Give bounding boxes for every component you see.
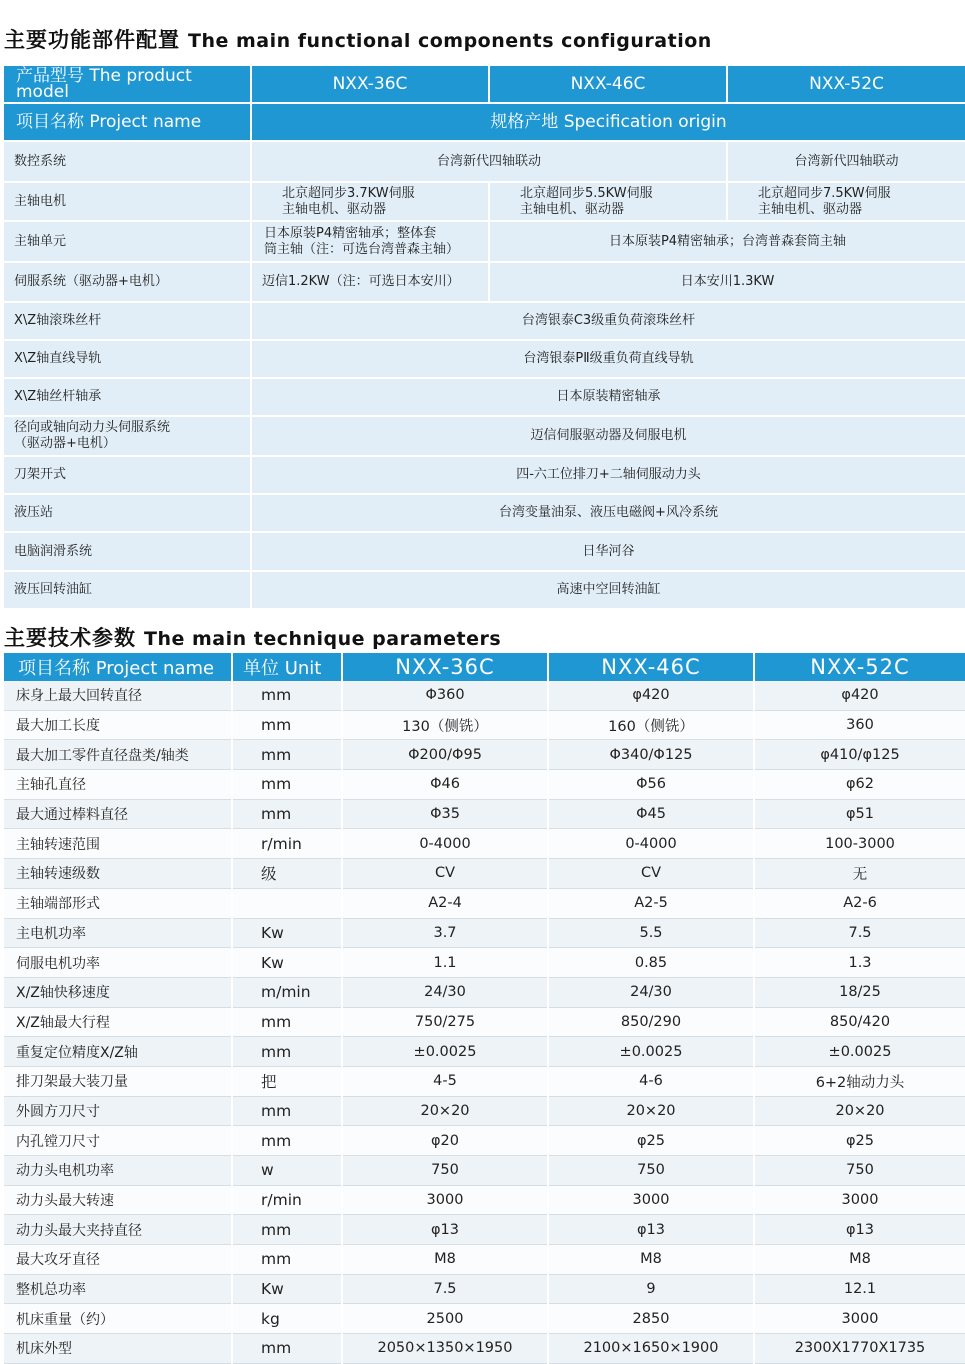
param-unit: mm <box>233 711 341 741</box>
model-52c: NXX-52C <box>728 66 965 102</box>
tech-title-zh: 主要技术参数 <box>4 626 136 650</box>
param-36c: φ13 <box>343 1215 547 1245</box>
param-46c: CV <box>549 859 753 889</box>
param-unit: Kw <box>233 948 341 978</box>
param-52c: 1.3 <box>755 948 965 978</box>
param-unit: mm <box>233 1245 341 1275</box>
param-unit: m/min <box>233 978 341 1008</box>
param-52c: 无 <box>755 859 965 889</box>
param-36c: Φ360 <box>343 681 547 711</box>
tech-row <box>4 1334 965 1364</box>
param-46c: Φ340/Φ125 <box>549 740 753 770</box>
param-46c: 5.5 <box>549 919 753 949</box>
config-row-spindle-motor <box>4 183 965 220</box>
param-52c: 2300X1770X1735 <box>755 1334 965 1364</box>
param-name: 最大加工零件直径盘类/轴类 <box>4 740 231 770</box>
config-row-spindle-unit <box>4 222 965 261</box>
config-row-lube <box>4 533 965 570</box>
param-36c: 24/30 <box>343 978 547 1008</box>
param-unit: w <box>233 1156 341 1186</box>
tech-header-52c: NXX-52C <box>755 653 965 681</box>
config-row-label: 主轴单元 <box>4 222 250 261</box>
param-unit: r/min <box>233 829 341 859</box>
config-row-label: X\Z轴滚珠丝杆 <box>4 303 250 339</box>
config-row-label: 电脑润滑系统 <box>4 533 250 570</box>
tech-header-46c: NXX-46C <box>549 653 753 681</box>
param-name: 动力头电机功率 <box>4 1156 231 1186</box>
tech-row <box>4 859 965 889</box>
config-row-label: 主轴电机 <box>4 183 250 220</box>
config-row-label: X\Z轴直线导轨 <box>4 341 250 377</box>
param-unit: mm <box>233 1037 341 1067</box>
model-36c: NXX-36C <box>252 66 488 102</box>
config-cell: 迈信伺服驱动器及伺服电机 <box>252 417 965 455</box>
spec-label: 规格产地 Specification origin <box>252 104 965 140</box>
config-row-label: 刀架开式 <box>4 457 250 493</box>
param-52c: φ420 <box>755 681 965 711</box>
param-46c: Φ56 <box>549 770 753 800</box>
param-unit: kg <box>233 1304 341 1334</box>
model-46c: NXX-46C <box>490 66 726 102</box>
param-52c: M8 <box>755 1245 965 1275</box>
config-row-screw-bearing <box>4 379 965 415</box>
tech-row <box>4 1215 965 1245</box>
param-name: 内孔镗刀尺寸 <box>4 1126 231 1156</box>
param-52c: 100-3000 <box>755 829 965 859</box>
param-52c: 360 <box>755 711 965 741</box>
config-cell: 日本安川1.3KW <box>490 263 965 301</box>
tech-header-project: 项目名称 Project name <box>4 653 231 681</box>
tech-row <box>4 740 965 770</box>
param-46c: 2100×1650×1900 <box>549 1334 753 1364</box>
config-row-label: 数控系统 <box>4 142 250 181</box>
param-unit: r/min <box>233 1186 341 1216</box>
tech-row <box>4 1037 965 1067</box>
param-52c: φ13 <box>755 1215 965 1245</box>
param-46c: 9 <box>549 1275 753 1305</box>
param-unit: mm <box>233 681 341 711</box>
param-unit: Kw <box>233 919 341 949</box>
config-row-turret <box>4 457 965 493</box>
param-name: 主轴孔直径 <box>4 770 231 800</box>
param-unit: 级 <box>233 859 341 889</box>
param-52c: 750 <box>755 1156 965 1186</box>
param-unit: mm <box>233 740 341 770</box>
param-52c: ±0.0025 <box>755 1037 965 1067</box>
config-cell: 四-六工位排刀+二轴伺服动力头 <box>252 457 965 493</box>
config-cell: 台湾新代四轴联动 <box>252 142 726 181</box>
config-cell: 迈信1.2KW（注：可选日本安川） <box>252 263 488 301</box>
config-row-label: X\Z轴丝杆轴承 <box>4 379 250 415</box>
param-36c: 2050×1350×1950 <box>343 1334 547 1364</box>
tech-row <box>4 800 965 830</box>
tech-header-36c: NXX-36C <box>343 653 547 681</box>
param-46c: φ420 <box>549 681 753 711</box>
param-name: 主轴转速范围 <box>4 829 231 859</box>
param-36c: ±0.0025 <box>343 1037 547 1067</box>
param-46c: 24/30 <box>549 978 753 1008</box>
config-title-en: The main functional components configuration <box>188 30 712 52</box>
config-cell: 北京超同步3.7KW伺服 主轴电机、驱动器 <box>252 183 488 220</box>
config-cell: 台湾新代四轴联动 <box>728 142 965 181</box>
tech-header-unit: 单位 Unit <box>233 653 341 681</box>
param-36c: 130（侧铣） <box>343 711 547 741</box>
param-name: 整机总功率 <box>4 1275 231 1305</box>
config-row-linear-guide <box>4 341 965 377</box>
config-table <box>2 64 965 610</box>
config-title-zh: 主要功能部件配置 <box>4 28 180 52</box>
param-46c: 0.85 <box>549 948 753 978</box>
param-name: 主电机功率 <box>4 919 231 949</box>
param-unit: 把 <box>233 1067 341 1097</box>
config-cell: 北京超同步7.5KW伺服 主轴电机、驱动器 <box>728 183 965 220</box>
param-name: 最大通过棒料直径 <box>4 800 231 830</box>
param-36c: Φ200/Φ95 <box>343 740 547 770</box>
param-46c: φ13 <box>549 1215 753 1245</box>
config-cell: 日本原装P4精密轴承；整体套 筒主轴（注：可选台湾普森主轴） <box>252 222 488 261</box>
model-label: 产品型号 The product model <box>4 66 250 102</box>
param-unit: mm <box>233 1008 341 1038</box>
tech-row <box>4 1304 965 1334</box>
param-46c: φ25 <box>549 1126 753 1156</box>
tech-body <box>4 681 965 1364</box>
config-cell: 北京超同步5.5KW伺服 主轴电机、驱动器 <box>490 183 726 220</box>
param-name: 排刀架最大装刀量 <box>4 1067 231 1097</box>
param-52c: φ51 <box>755 800 965 830</box>
param-36c: 20×20 <box>343 1097 547 1127</box>
tech-params-table <box>2 653 965 1364</box>
config-row-label: 径向或轴向动力头伺服系统 （驱动器+电机） <box>4 417 250 455</box>
param-unit: mm <box>233 1215 341 1245</box>
param-name: 动力头最大夹持直径 <box>4 1215 231 1245</box>
param-36c: Φ35 <box>343 800 547 830</box>
tech-row <box>4 1156 965 1186</box>
param-52c: 3000 <box>755 1186 965 1216</box>
param-36c: 2500 <box>343 1304 547 1334</box>
tech-row <box>4 1275 965 1305</box>
param-name: 动力头最大转速 <box>4 1186 231 1216</box>
param-36c: 750/275 <box>343 1008 547 1038</box>
param-46c: 2850 <box>549 1304 753 1334</box>
param-unit: Kw <box>233 1275 341 1305</box>
tech-row <box>4 681 965 711</box>
param-46c: Φ45 <box>549 800 753 830</box>
param-36c: 4-5 <box>343 1067 547 1097</box>
param-46c: 850/290 <box>549 1008 753 1038</box>
param-name: X/Z轴最大行程 <box>4 1008 231 1038</box>
param-36c: 0-4000 <box>343 829 547 859</box>
param-36c: 3.7 <box>343 919 547 949</box>
param-52c: A2-6 <box>755 889 965 919</box>
tech-row <box>4 1245 965 1275</box>
param-46c: A2-5 <box>549 889 753 919</box>
param-name: 外圆方刀尺寸 <box>4 1097 231 1127</box>
param-52c: φ25 <box>755 1126 965 1156</box>
config-section-title <box>4 24 712 54</box>
tech-row <box>4 978 965 1008</box>
param-name: 床身上最大回转直径 <box>4 681 231 711</box>
param-36c: 3000 <box>343 1186 547 1216</box>
config-cell: 台湾银泰C3级重负荷滚珠丝杆 <box>252 303 965 339</box>
param-name: 机床外型 <box>4 1334 231 1364</box>
param-36c: Φ46 <box>343 770 547 800</box>
config-row-power-head <box>4 417 965 455</box>
tech-row <box>4 1126 965 1156</box>
config-cell: 高速中空回转油缸 <box>252 572 965 608</box>
param-name: X/Z轴快移速度 <box>4 978 231 1008</box>
config-cell: 日华河谷 <box>252 533 965 570</box>
tech-row <box>4 1186 965 1216</box>
param-46c: ±0.0025 <box>549 1037 753 1067</box>
param-46c: 20×20 <box>549 1097 753 1127</box>
tech-row <box>4 919 965 949</box>
param-52c: 12.1 <box>755 1275 965 1305</box>
param-46c: 750 <box>549 1156 753 1186</box>
param-52c: 7.5 <box>755 919 965 949</box>
tech-section-title <box>4 622 501 652</box>
param-name: 主轴转速级数 <box>4 859 231 889</box>
param-36c: 7.5 <box>343 1275 547 1305</box>
param-36c: M8 <box>343 1245 547 1275</box>
param-unit <box>233 889 341 919</box>
tech-row <box>4 1097 965 1127</box>
config-row-hydraulic <box>4 495 965 531</box>
param-52c: φ62 <box>755 770 965 800</box>
param-36c: φ20 <box>343 1126 547 1156</box>
config-row-servo <box>4 263 965 301</box>
config-cell: 日本原装精密轴承 <box>252 379 965 415</box>
param-name: 机床重量（约） <box>4 1304 231 1334</box>
config-cell: 台湾变量油泵、液压电磁阀+风冷系统 <box>252 495 965 531</box>
tech-row <box>4 770 965 800</box>
param-52c: 20×20 <box>755 1097 965 1127</box>
param-46c: 3000 <box>549 1186 753 1216</box>
config-row-label: 液压回转油缸 <box>4 572 250 608</box>
param-36c: A2-4 <box>343 889 547 919</box>
config-cell: 日本原装P4精密轴承；台湾普森套筒主轴 <box>490 222 965 261</box>
param-36c: 750 <box>343 1156 547 1186</box>
param-unit: mm <box>233 1097 341 1127</box>
param-46c: 160（侧铣） <box>549 711 753 741</box>
param-52c: 850/420 <box>755 1008 965 1038</box>
tech-row <box>4 829 965 859</box>
param-name: 最大加工长度 <box>4 711 231 741</box>
param-name: 最大攻牙直径 <box>4 1245 231 1275</box>
param-52c: φ410/φ125 <box>755 740 965 770</box>
tech-row <box>4 711 965 741</box>
config-row-label: 伺服系统（驱动器+电机） <box>4 263 250 301</box>
param-46c: 4-6 <box>549 1067 753 1097</box>
config-model-row <box>4 66 965 102</box>
param-36c: CV <box>343 859 547 889</box>
param-52c: 3000 <box>755 1304 965 1334</box>
param-52c: 18/25 <box>755 978 965 1008</box>
tech-row <box>4 1067 965 1097</box>
config-project-row <box>4 104 965 140</box>
param-name: 重复定位精度X/Z轴 <box>4 1037 231 1067</box>
tech-row <box>4 948 965 978</box>
param-52c: 6+2轴动力头 <box>755 1067 965 1097</box>
param-name: 主轴端部形式 <box>4 889 231 919</box>
config-row-ball-screw <box>4 303 965 339</box>
tech-title-en: The main technique parameters <box>144 628 502 650</box>
tech-row <box>4 889 965 919</box>
config-row-label: 液压站 <box>4 495 250 531</box>
param-unit: mm <box>233 1126 341 1156</box>
param-46c: 0-4000 <box>549 829 753 859</box>
config-cell: 台湾银泰PⅡ级重负荷直线导轨 <box>252 341 965 377</box>
param-46c: M8 <box>549 1245 753 1275</box>
param-name: 伺服电机功率 <box>4 948 231 978</box>
tech-row <box>4 1008 965 1038</box>
param-unit: mm <box>233 800 341 830</box>
project-label: 项目名称 Project name <box>4 104 250 140</box>
config-row-cnc <box>4 142 965 181</box>
tech-header-row <box>4 653 965 681</box>
param-36c: 1.1 <box>343 948 547 978</box>
param-unit: mm <box>233 1334 341 1364</box>
param-unit: mm <box>233 770 341 800</box>
config-row-cylinder <box>4 572 965 608</box>
